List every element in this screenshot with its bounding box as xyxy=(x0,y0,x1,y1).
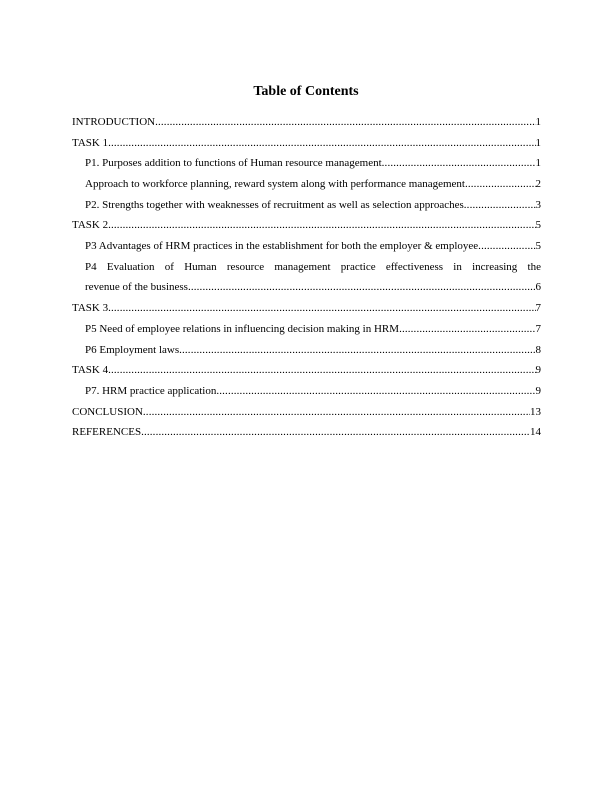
toc-entry-introduction[interactable] xyxy=(72,112,541,133)
dot-leader xyxy=(155,112,535,133)
toc-entry-label: P5 Need of employee relations in influencing decision making in HRM xyxy=(85,322,400,335)
dot-leader xyxy=(108,215,535,236)
toc-entry-label: P3 Advantages of HRM practices in the establishment for both the employer & employee xyxy=(85,240,479,253)
toc-entry-task-4[interactable] xyxy=(72,360,541,381)
toc-entry-page: 9 xyxy=(535,364,541,377)
toc-entry-page: 3 xyxy=(535,198,541,211)
toc-entry-p4[interactable] xyxy=(72,257,541,298)
toc-entry-label: P6 Employment laws xyxy=(85,343,180,356)
toc-entry-references[interactable] xyxy=(72,422,541,443)
dot-leader xyxy=(108,133,535,154)
toc-entry-page: 5 xyxy=(535,240,541,253)
toc-entry-p5[interactable] xyxy=(72,319,541,340)
toc-entry-page: 1 xyxy=(535,136,541,149)
toc-entry-label: P2. Strengths together with weaknesses of recruitment as well as selection approaches xyxy=(85,198,464,211)
toc-entry-p1[interactable] xyxy=(72,153,541,174)
toc-entry-label: TASK 2 xyxy=(72,219,109,232)
dot-leader xyxy=(478,236,535,257)
toc-entry-label: CONCLUSION xyxy=(72,405,143,418)
toc-entry-page: 8 xyxy=(535,343,541,356)
toc-entry-label: TASK 1 xyxy=(72,136,109,149)
toc-entry-label-continued: revenue of the business xyxy=(85,281,188,294)
toc-entry-label: P4 Evaluation of Human resource management practice effectiveness in increasing the xyxy=(85,260,541,273)
toc-entry-page: 6 xyxy=(535,281,541,294)
toc-title: Table of Contents xyxy=(253,84,359,99)
toc-entry-p6[interactable] xyxy=(72,340,541,361)
toc-entry-p2[interactable] xyxy=(72,195,541,216)
toc-entry-task-2[interactable] xyxy=(72,215,541,236)
toc-entry-page: 5 xyxy=(535,219,541,232)
toc-entry-conclusion[interactable] xyxy=(72,402,541,423)
table-of-contents xyxy=(72,112,541,443)
dot-leader xyxy=(143,402,530,423)
dot-leader xyxy=(216,381,535,402)
toc-entry-page: 1 xyxy=(535,115,541,128)
dot-leader xyxy=(464,195,536,216)
toc-entry-p7[interactable] xyxy=(72,381,541,402)
toc-entry-label: TASK 3 xyxy=(72,302,109,315)
toc-entry-page: 13 xyxy=(530,405,541,418)
toc-entry-label: REFERENCES xyxy=(72,426,142,439)
dot-leader xyxy=(465,174,536,195)
toc-entry-label: P1. Purposes addition to functions of Human resource management xyxy=(85,157,382,170)
toc-entry-task-1[interactable] xyxy=(72,133,541,154)
toc-entry-label: INTRODUCTION xyxy=(72,115,156,128)
dot-leader xyxy=(188,278,536,299)
toc-entry-p3[interactable] xyxy=(72,236,541,257)
dot-leader xyxy=(179,340,535,361)
toc-entry-workforce-planning[interactable] xyxy=(72,174,541,195)
toc-entry-label: Approach to workforce planning, reward system along with performance management xyxy=(85,178,465,191)
toc-entry-page: 1 xyxy=(535,157,541,170)
toc-entry-label: P7. HRM practice application xyxy=(85,384,217,397)
dot-leader xyxy=(382,153,536,174)
toc-entry-continuation xyxy=(85,278,541,299)
toc-entry-task-3[interactable] xyxy=(72,298,541,319)
toc-entry-page: 7 xyxy=(535,302,541,315)
toc-entry-page: 2 xyxy=(535,178,541,191)
toc-entry-page: 9 xyxy=(535,384,541,397)
dot-leader xyxy=(108,360,535,381)
dot-leader xyxy=(108,298,535,319)
toc-entry-page: 14 xyxy=(530,426,541,439)
dot-leader xyxy=(399,319,535,340)
toc-entry-label: TASK 4 xyxy=(72,364,109,377)
dot-leader xyxy=(141,422,530,443)
toc-entry-page: 7 xyxy=(535,322,541,335)
